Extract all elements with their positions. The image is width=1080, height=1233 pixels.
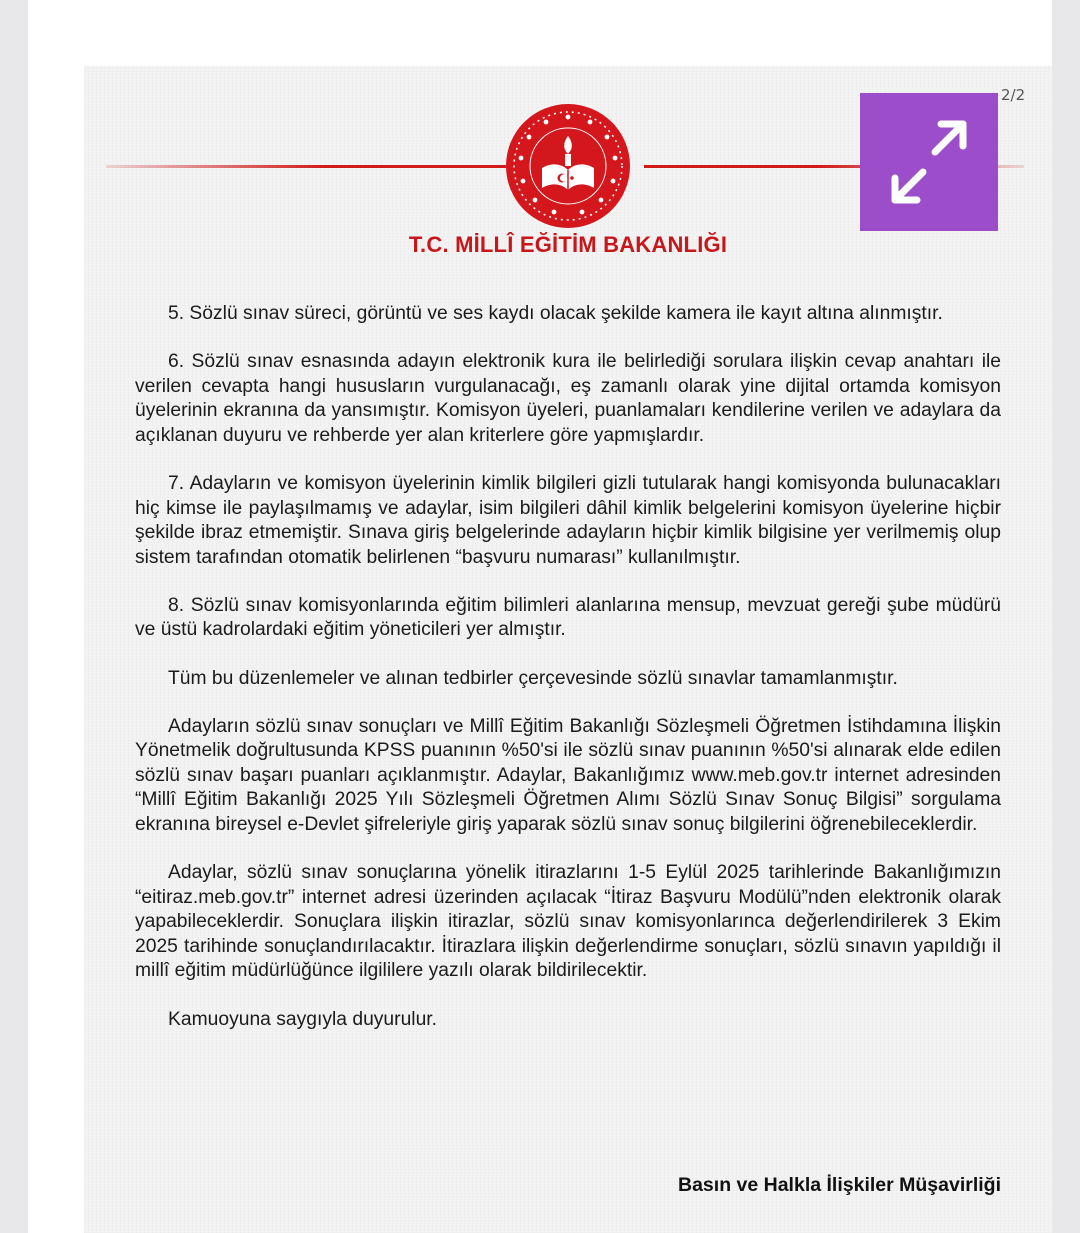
header-rule-left [106,165,506,168]
paragraph-closing: Kamuoyuna saygıyla duyurulur. [168,1008,438,1030]
paragraph-6: 6. Sözlü sınav esnasında adayın elektronik kura ile belirlediği sorulara ilişkin cevap anahtarı ile verilen cevapta hangi hususların vurgulanacağı, eş zamanlı olarak yine dijital ortamda komisyon üyelerinin ekranına da yansımıştır. Komisyon üyeleri, puanlamaları kendilerine verilen ve adaylara da açıklanan duyuru ve rehberde yer alan kriterlere göre yapmışlardır. [135,351,1001,446]
ministry-title: T.C. MİLLÎ EĞİTİM BAKANLIĞI [408,232,728,257]
page-number: 2/2 [1001,86,1026,104]
paragraph-summary: Tüm bu düzenlemeler ve alınan tedbirler çerçevesinde sözlü sınavlar tamamlanmıştır. [168,667,898,689]
expand-diagonal-arrows-icon [881,114,977,210]
announcement-body [135,302,1001,1056]
paragraph-7: 7. Adayların ve komisyon üyelerinin kimlik bilgileri gizli tutularak hangi komisyonda bulunacakları hiç kimse ile paylaşılmamış ve adaylar, isim bilgileri dâhil kimlik belgelerini komisyon üyelerine hiçbir şekilde ibraz etmemiştir. Sınava giriş belgelerinde adayların hiçbir kimlik bilgisine yer verilmemiş olup sistem tarafından otomatik belirlenen “başvuru numarası” kullanılmıştır. [135,472,1001,568]
signature: Basın ve Halkla İlişkiler Müşavirliği [678,1174,1001,1196]
paragraph-objections: Adaylar, sözlü sınav sonuçlarına yönelik itirazlarını 1-5 Eylül 2025 tarihlerinde Bakanlığımızın “eitiraz.meb.gov.tr” internet adresi üzerinden açılacak “İtiraz Başvuru Modülü”nden elektronik olarak yapabileceklerdir. Sonuçlara ilişkin itirazlar, sözlü sınav komisyonlarınca değerlendirilerek 3 Ekim 2025 tarihinde sonuçlandırılacaktır. İtirazlara ilişkin değerlendirme sonuçları, sözlü sınavın yapıldığı il millî eğitim müdürlüğünce ilgililere yazılı olarak bildirilecektir. [135,862,1001,982]
paragraph-5: 5. Sözlü sınav süreci, görüntü ve ses kaydı olacak şekilde kamera ile kayıt altına alınmıştır. [168,303,943,324]
paragraph-results: Adayların sözlü sınav sonuçları ve Millî Eğitim Bakanlığı Sözleşmeli Öğretmen İstihdamına İlişkin Yönetmelik doğrultusunda KPSS puanının %50'si ile sözlü sınav puanının %50'si alınarak elde edilen sözlü sınav başarı puanları açıklanmıştır. Adaylar, Bakanlığımız www.meb.gov.tr internet adresinden “Millî Eğitim Bakanlığı 2025 Yılı Sözleşmeli Öğretmen Alımı Sözlü Sınav Sonuç Bilgisi” sorgulama ekranına bireysel e-Devlet şifreleriyle giriş yaparak sözlü sınav sonuç bilgilerini öğrenebileceklerdir. [135,715,1001,835]
ministry-emblem-icon [504,102,632,230]
expand-button[interactable] [860,93,998,231]
document-image [84,66,1052,1233]
paragraph-8: 8. Sözlü sınav komisyonlarında eğitim bilimleri alanlarına mensup, mevzuat gereği şube müdürü ve üstü kadrolardaki eğitim yöneticileri yer almıştır. [135,594,1001,641]
